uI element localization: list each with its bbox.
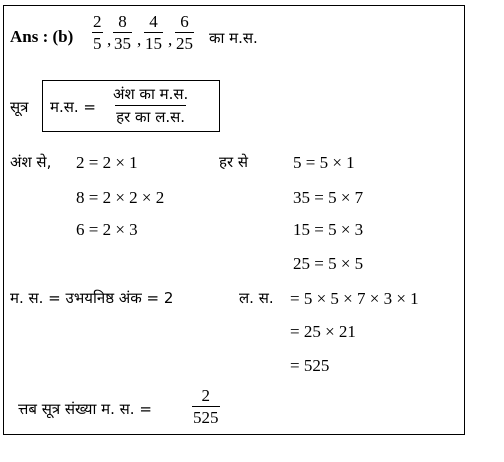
fraction-2 [113, 12, 132, 53]
formula-lhs: म.स. = [50, 98, 96, 116]
numerator-factor-1: 2 = 2 × 1 [76, 153, 138, 172]
denominator-factor-2: 35 = 5 × 7 [293, 188, 364, 207]
numerators-label: अंश से, [10, 153, 52, 171]
denominator-factor-1: 5 = 5 × 1 [293, 153, 355, 172]
comma-2: , [137, 30, 142, 49]
formula-fraction [112, 84, 189, 127]
fraction-1-denominator: 5 [93, 34, 102, 53]
comma-3: , [168, 30, 173, 49]
lcm-step-2: = 25 × 21 [290, 322, 356, 341]
lcm-step-3: = 525 [290, 356, 330, 375]
denominator-factor-4: 25 = 5 × 5 [293, 254, 364, 273]
formula-label: सूत्र [10, 98, 29, 116]
fraction-4-denominator: 25 [176, 34, 193, 53]
lcm-label: ल. स. [239, 289, 274, 307]
answer-frame [3, 5, 465, 435]
result-denominator: 525 [193, 408, 219, 427]
fraction-2-denominator: 35 [114, 34, 131, 53]
denominator-factor-3: 15 = 5 × 3 [293, 220, 364, 239]
hcf-statement: म. स. = उभयनिष्ठ अंक = 2 [10, 289, 174, 307]
fraction-1 [92, 12, 103, 53]
answer-label: Ans : (b) [10, 27, 74, 46]
numerator-factor-3: 6 = 2 × 3 [76, 220, 138, 239]
lcm-step-1: = 5 × 5 × 7 × 3 × 1 [290, 289, 419, 308]
comma-1: , [107, 30, 112, 49]
fraction-4 [175, 12, 194, 53]
fraction-1-numerator: 2 [93, 12, 102, 31]
numerator-factor-2: 8 = 2 × 2 × 2 [76, 188, 165, 207]
fraction-3-numerator: 4 [149, 12, 158, 31]
fraction-3-denominator: 15 [145, 34, 162, 53]
denominators-label: हर से [219, 153, 249, 171]
fraction-3 [144, 12, 163, 53]
fraction-4-numerator: 6 [180, 12, 189, 31]
formula-denominator: हर का ल.स. [115, 105, 186, 127]
answer-suffix: का म.स. [209, 29, 258, 47]
result-label: त्तब सूत्र संख्या म. स. = [18, 400, 152, 418]
formula-numerator: अंश का म.स. [113, 85, 189, 103]
result-numerator: 2 [201, 386, 210, 405]
fraction-2-numerator: 8 [118, 12, 127, 31]
result-fraction [192, 386, 220, 427]
